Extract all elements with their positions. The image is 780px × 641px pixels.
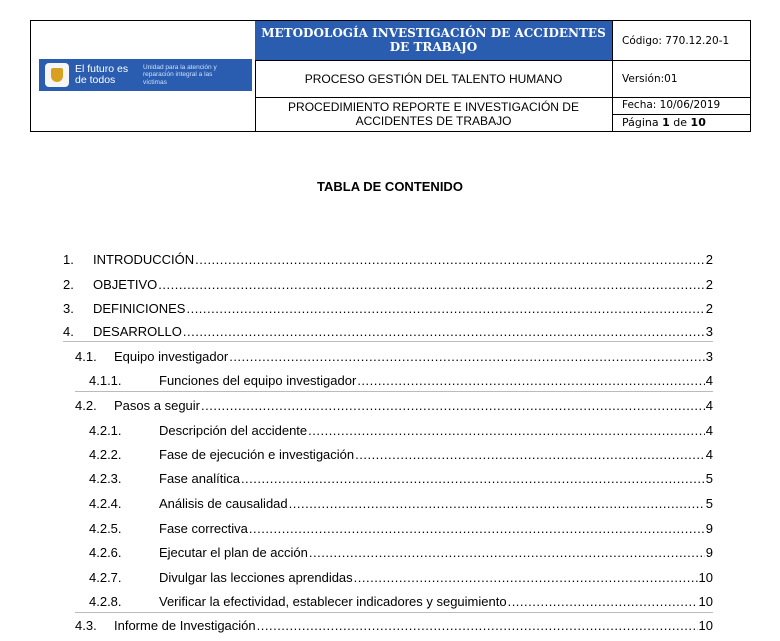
toc-leader-dots bbox=[357, 373, 704, 388]
toc-entry-number: 4.2.6. bbox=[89, 545, 122, 560]
toc-entry-number: 4. bbox=[63, 324, 74, 339]
toc-entry-text: DESARROLLO bbox=[93, 324, 182, 339]
toc-leader-dots bbox=[241, 471, 705, 486]
toc-entry-page: 9 bbox=[705, 545, 713, 560]
logo-sub-text: Unidad para la atención y reparación integral a las víctimas bbox=[143, 64, 217, 86]
toc-leader-dots bbox=[508, 594, 698, 609]
toc-entry-number: 4.1.1. bbox=[89, 373, 122, 388]
toc-entry-text: Fase de ejecución e investigación bbox=[159, 447, 355, 462]
toc-separator bbox=[63, 341, 713, 342]
document-header bbox=[30, 20, 751, 132]
toc-entry-number: 4.2.7. bbox=[89, 570, 122, 585]
toc-entry-text: OBJETIVO bbox=[93, 277, 158, 292]
toc-entry-text: DEFINICIONES bbox=[93, 301, 186, 316]
page-number: 1 bbox=[662, 116, 670, 129]
toc-entry-number: 4.2. bbox=[75, 398, 97, 413]
document-date: Fecha: 10/06/2019 bbox=[613, 98, 751, 115]
toc-entry-number: 4.2.5. bbox=[89, 521, 122, 536]
toc-leader-dots bbox=[257, 618, 698, 633]
document-title: METODOLOGÍA INVESTIGACIÓN DE ACCIDENTES DE TRABAJO bbox=[255, 21, 613, 61]
toc-leader-dots bbox=[195, 252, 705, 267]
document-version: Versión:01 bbox=[613, 61, 751, 98]
toc-leader-dots bbox=[158, 277, 704, 292]
process-name: PROCESO GESTIÓN DEL TALENTO HUMANO bbox=[255, 61, 613, 98]
toc-entry-text: Fase correctiva bbox=[159, 521, 248, 536]
toc-entry[interactable] bbox=[89, 570, 713, 588]
toc-entry[interactable] bbox=[75, 618, 713, 636]
toc-entry[interactable] bbox=[63, 324, 713, 342]
toc-entry-page: 2 bbox=[705, 301, 713, 316]
toc-leader-dots bbox=[289, 496, 705, 511]
toc-entry-number: 3. bbox=[63, 301, 74, 316]
toc-entry-number: 4.2.1. bbox=[89, 423, 122, 438]
toc-entry-page: 2 bbox=[705, 277, 713, 292]
toc-leader-dots bbox=[308, 423, 705, 438]
toc-entry-text: Ejecutar el plan de acción bbox=[159, 545, 308, 560]
coat-of-arms-icon bbox=[45, 63, 69, 87]
page-prefix: Página bbox=[622, 116, 663, 129]
toc-entry[interactable] bbox=[75, 398, 713, 416]
toc-entry-number: 4.2.2. bbox=[89, 447, 122, 462]
toc-entry-page: 3 bbox=[705, 324, 713, 339]
toc-entry-page: 10 bbox=[698, 618, 713, 633]
toc-entry-page: 9 bbox=[705, 521, 713, 536]
page-mid: de bbox=[669, 116, 691, 129]
procedure-name: PROCEDIMIENTO REPORTE E INVESTIGACIÓN DE ACCIDENTES DE TRABAJO bbox=[255, 98, 613, 131]
document-code: Código: 770.12.20-1 bbox=[613, 21, 751, 61]
toc-entry[interactable] bbox=[63, 301, 713, 319]
toc-entry-number: 4.1. bbox=[75, 349, 97, 364]
toc-leader-dots bbox=[201, 398, 705, 413]
toc-entry-page: 10 bbox=[698, 594, 713, 609]
toc-entry[interactable] bbox=[89, 423, 713, 441]
toc-entry[interactable] bbox=[89, 447, 713, 465]
toc-separator bbox=[75, 391, 713, 392]
page-indicator bbox=[613, 115, 751, 131]
toc-entry-page: 2 bbox=[705, 252, 713, 267]
toc-entry-page: 5 bbox=[705, 471, 713, 486]
toc-entry-text: Verificar la efectividad, establecer indicadores y seguimiento bbox=[159, 594, 507, 609]
toc-entry[interactable] bbox=[89, 373, 713, 391]
toc-leader-dots bbox=[355, 447, 705, 462]
toc-entry-text: Divulgar las lecciones aprendidas bbox=[159, 570, 353, 585]
logo-cell bbox=[31, 21, 256, 131]
toc-entry-text: Descripción del accidente bbox=[159, 423, 308, 438]
toc-entry[interactable] bbox=[89, 471, 713, 489]
toc-entry-page: 5 bbox=[705, 496, 713, 511]
toc-entry-text: Pasos a seguir bbox=[114, 398, 200, 413]
toc-entry[interactable] bbox=[89, 496, 713, 514]
logo-main-text: El futuro es de todos bbox=[75, 63, 129, 86]
toc-leader-dots bbox=[229, 349, 705, 364]
toc-leader-dots bbox=[183, 324, 705, 339]
toc-entry[interactable] bbox=[63, 277, 713, 295]
toc-entry-text: Equipo investigador bbox=[114, 349, 229, 364]
toc-entry-text: Fase analítica bbox=[159, 471, 240, 486]
toc-leader-dots bbox=[186, 301, 704, 316]
toc-entry-page: 3 bbox=[705, 349, 713, 364]
toc-entry[interactable] bbox=[89, 545, 713, 563]
toc-title: TABLA DE CONTENIDO bbox=[317, 179, 463, 194]
toc-separator bbox=[75, 612, 713, 613]
toc-leader-dots bbox=[249, 521, 705, 536]
toc-entry-text: Análisis de causalidad bbox=[159, 496, 288, 511]
toc-leader-dots bbox=[354, 570, 698, 585]
toc-entry-page: 10 bbox=[698, 570, 713, 585]
toc-entry-number: 4.2.8. bbox=[89, 594, 122, 609]
institution-logo bbox=[39, 59, 252, 91]
page-total: 10 bbox=[690, 116, 706, 129]
toc-entry-page: 4 bbox=[705, 398, 713, 413]
toc-entry-page: 4 bbox=[705, 373, 713, 388]
toc-entry-text: Funciones del equipo investigador bbox=[159, 373, 357, 388]
toc-entry-number: 2. bbox=[63, 277, 74, 292]
toc-entry[interactable] bbox=[89, 521, 713, 539]
toc-entry-number: 1. bbox=[63, 252, 74, 267]
toc-entry[interactable] bbox=[75, 349, 713, 367]
toc-entry-page: 4 bbox=[705, 447, 713, 462]
toc-entry[interactable] bbox=[89, 594, 713, 612]
toc-entry-number: 4.2.4. bbox=[89, 496, 122, 511]
toc-entry-text: INTRODUCCIÓN bbox=[93, 252, 195, 267]
toc-entry-text: Informe de Investigación bbox=[114, 618, 256, 633]
toc-entry-page: 4 bbox=[705, 423, 713, 438]
toc-entry-number: 4.3. bbox=[75, 618, 97, 633]
toc-entry-number: 4.2.3. bbox=[89, 471, 122, 486]
toc-entry[interactable] bbox=[63, 252, 713, 270]
toc-leader-dots bbox=[309, 545, 705, 560]
